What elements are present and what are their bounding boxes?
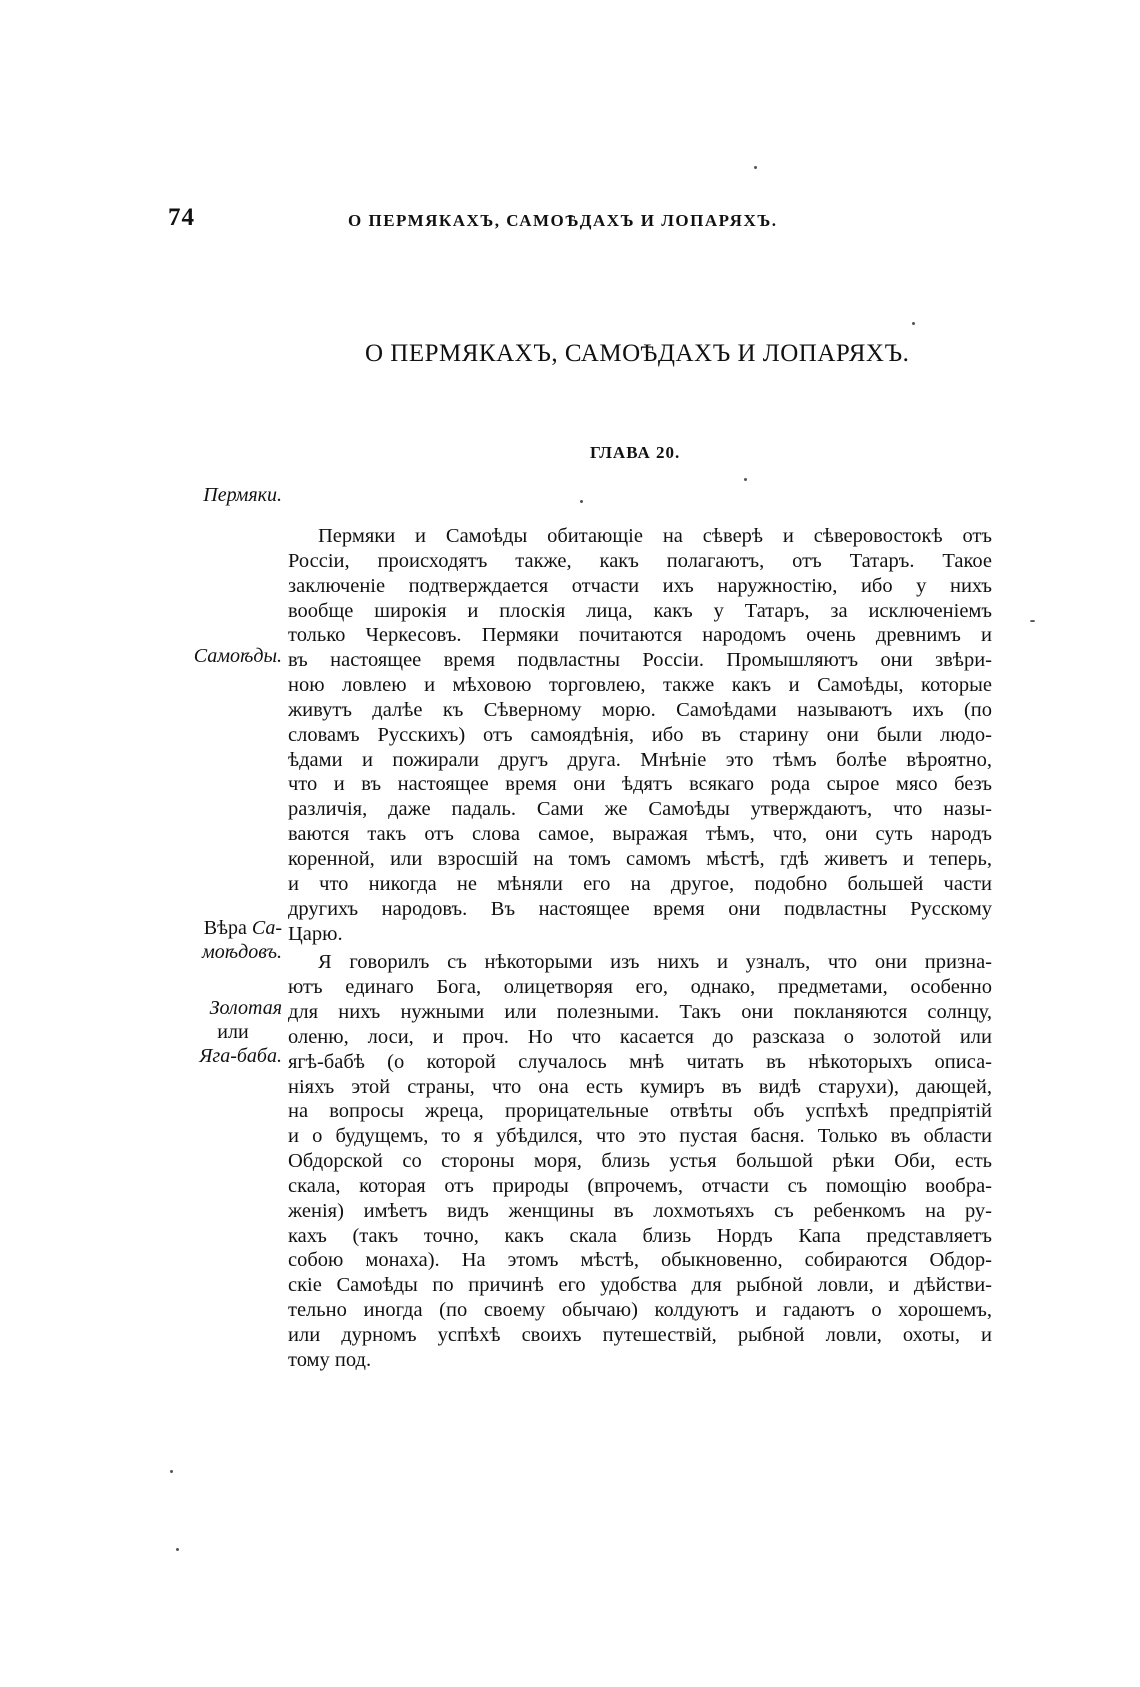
text-line: ніяхъ этой страны, что она есть кумиръ въ видѣ старухи), дающей,: [288, 1075, 992, 1098]
text-line: словамъ Русскихъ) отъ самоядѣнія, ибо въ старину они были людо-: [288, 723, 992, 746]
margin-note-zolotaya-line2: или: [217, 1021, 249, 1043]
text-line: Пермяки и Самоѣды обитающіе на сѣверѣ и сѣверовостокѣ отъ: [318, 525, 992, 547]
margin-note-samoyedy: Самоѣды.: [193, 645, 282, 667]
text-line: и о будущемъ, то я убѣдился, что это пустая басня. Только въ области: [288, 1125, 992, 1148]
page-number: 74: [168, 204, 195, 231]
scan-speck: [176, 1548, 179, 1551]
text-line: оленю, лоси, и проч. Но что касается до разсказа о золотой или: [288, 1025, 992, 1048]
margin-note-vera-line2: моѣдовъ.: [201, 941, 282, 963]
scan-speck: [170, 1470, 173, 1473]
text-line: въ настоящее время подвластны Россіи. Промышляютъ они звѣри-: [288, 649, 992, 672]
text-line: ѣдами и пожирали другъ друга. Мнѣніе это тѣмъ болѣе вѣроятно,: [288, 748, 992, 771]
text-line: различія, даже падаль. Сами же Самоѣды утверждаютъ, что назы-: [288, 798, 992, 821]
text-line: вообще широкія и плоскія лица, какъ у Татаръ, за исключеніемъ: [288, 599, 992, 622]
text-line: ною ловлею и мѣховою торговлею, также какъ и Самоѣды, которые: [288, 674, 992, 697]
text-line: тому под.: [288, 1348, 372, 1371]
text-line: или дурномъ успѣхѣ своихъ путешествій, рыбной ловли, охоты, и: [288, 1324, 992, 1346]
page-title: О ПЕРМЯКАХЪ, САМОѢДАХЪ И ЛОПАРЯХЪ.: [365, 340, 910, 367]
text-line: скала, которая отъ природы (впрочемъ, отчасти съ помощію вообра-: [288, 1174, 992, 1197]
paragraph-vera: [288, 950, 992, 1372]
text-line: коренной, или взросшій на томъ самомъ мѣстѣ, гдѣ живетъ и теперь,: [288, 847, 992, 870]
text-line: собою монаха). На этомъ мѣстѣ, обыкновенно, собираются Обдор-: [288, 1249, 992, 1272]
margin-note-vera: [160, 916, 282, 964]
text-line: другихъ народовъ. Въ настоящее время они подвластны Русскому: [288, 897, 992, 920]
body-text: [288, 524, 992, 1373]
text-line: скіе Самоѣды по причинѣ его удобства для рыбной ловли, и дѣйстви-: [288, 1274, 992, 1297]
chapter-heading: ГЛАВА 20.: [590, 443, 681, 462]
text-line: женія) имѣетъ видъ женщины въ лохмотьяхъ съ ребенкомъ на ру-: [288, 1199, 992, 1222]
text-line: Обдорской со стороны моря, близь устья большой рѣки Оби, есть: [288, 1150, 992, 1173]
text-line: кахъ (такъ точно, какъ скала близь Нордъ Капа представляетъ: [288, 1224, 992, 1247]
scan-speck: [580, 500, 583, 503]
margin-note-zolotaya: [160, 996, 282, 1068]
text-line: Я говорилъ съ нѣкоторыми изъ нихъ и узналъ, что они призна-: [318, 951, 992, 974]
text-line: ютъ единаго Бога, олицетворяя его, однако, предметами, особенно: [288, 976, 992, 999]
text-line: ваются такъ отъ слова самое, выражая тѣмъ, что, они суть народъ: [288, 823, 992, 846]
text-line: для нихъ нужными или полезными. Такъ они покланяются солнцу,: [288, 1001, 992, 1024]
margin-note-permyaki: Пермяки.: [203, 484, 282, 506]
margin-note-zolotaya-line1: Золотая: [209, 997, 282, 1019]
text-line: Россіи, происходятъ также, какъ полагаютъ, отъ Татаръ. Такое: [288, 549, 992, 572]
scan-speck: [744, 478, 747, 481]
scan-speck: [754, 166, 757, 169]
text-line: тельно иногда (по своему обычаю) колдуютъ и гадаютъ о хорошемъ,: [288, 1299, 992, 1322]
text-line: ягѣ-бабѣ (о которой случалось мнѣ читать въ нѣкоторыхъ описа-: [288, 1050, 992, 1073]
scan-speck: [912, 322, 915, 325]
margin-note-zolotaya-line3: Яга-баба.: [199, 1045, 282, 1067]
running-head: О ПЕРМЯКАХЪ, САМОѢДАХЪ И ЛОПАРЯХЪ.: [348, 211, 778, 230]
text-line: только Черкесовъ. Пермяки почитаются народомъ очень древнимъ и: [288, 624, 992, 647]
text-line: и что никогда не мѣняли его на другое, подобно большей части: [288, 872, 992, 895]
scan-speck: [1030, 620, 1035, 622]
margin-note-vera-line1a: Вѣра: [203, 917, 247, 939]
margin-note-vera-line1b: Са-: [251, 917, 282, 939]
text-line: что и въ настоящее время они ѣдятъ всякаго рода сырое мясо безъ: [288, 773, 992, 796]
text-line: Царю.: [288, 922, 343, 945]
text-line: живутъ далѣе къ Сѣверному морю. Самоѣдами называютъ ихъ (по: [288, 698, 992, 721]
text-line: на вопросы жреца, прорицательные отвѣты объ успѣхѣ предпріятій: [288, 1100, 992, 1123]
text-line: заключеніе подтверждается отчасти ихъ наружностію, ибо у нихъ: [288, 574, 992, 597]
paragraph-permyaki: [288, 524, 992, 946]
